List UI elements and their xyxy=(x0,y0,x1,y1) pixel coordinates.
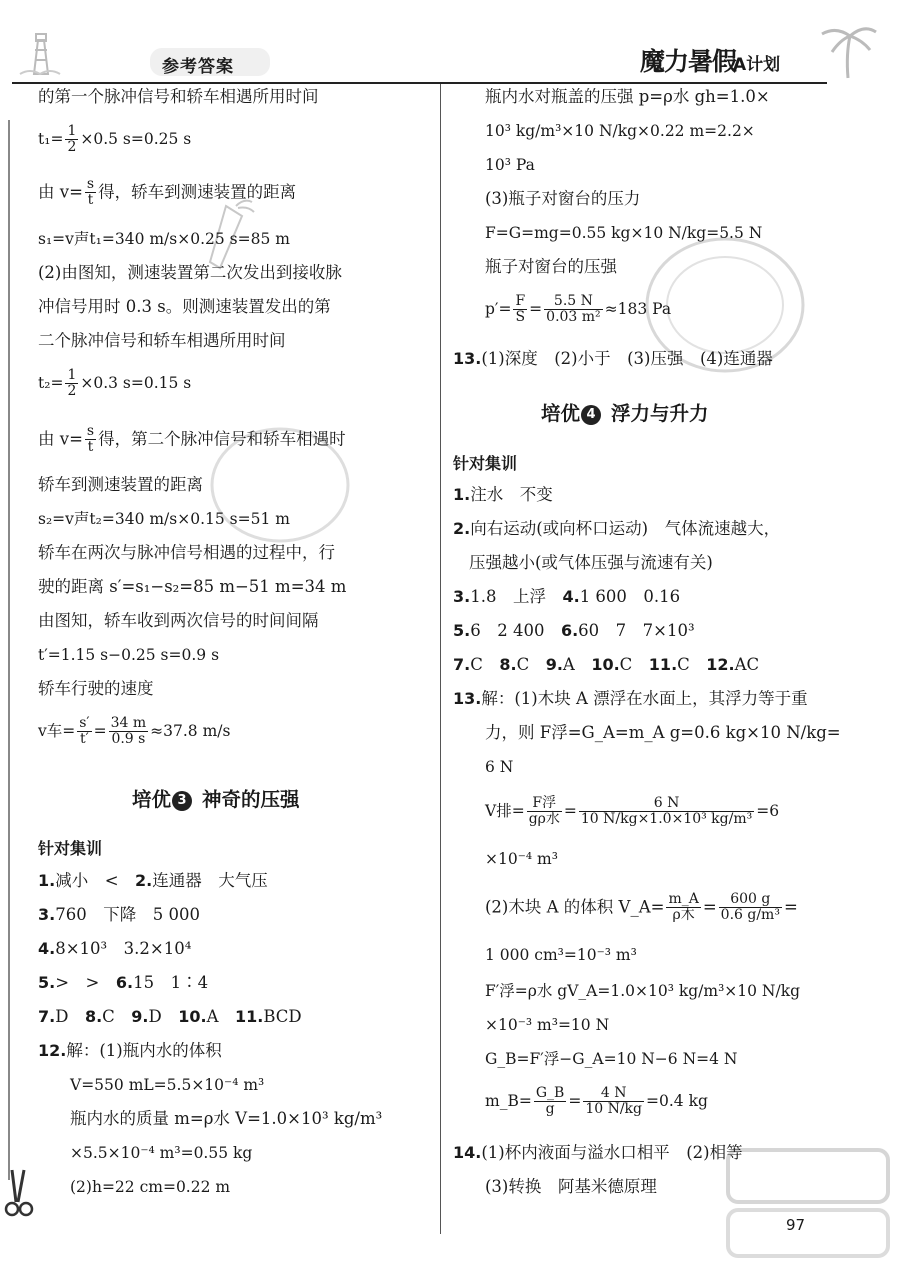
solution-line: (3)瓶子对窗台的压力 xyxy=(485,189,641,208)
eq-prefix: (2)木块 A 的体积 V_A= xyxy=(485,897,665,917)
question-number: 8. xyxy=(499,655,517,674)
solution-line: F′浮=ρ水 gV_A=1.0×10³ kg/m³×10 N/kg xyxy=(485,982,801,1000)
text-line: 轿车在两次与脉冲信号相遇的过程中，行 xyxy=(38,543,335,562)
question-number: 6. xyxy=(115,973,134,992)
equation-mb xyxy=(485,1086,708,1118)
solution-line: ×10⁻³ m³=10 N xyxy=(485,1016,610,1034)
text-line: 冲信号用时 0.3 s。则测速装置发出的第 xyxy=(38,297,331,316)
answer-text: 1 600 0.16 xyxy=(579,587,681,606)
fraction xyxy=(534,1086,566,1118)
equation-s2: s₂=v声t₂=340 m/s×0.15 s=51 m xyxy=(38,510,290,528)
answer-text: 减小 < xyxy=(55,871,136,890)
answer-text: D xyxy=(148,1007,179,1026)
text-line: 驶的距离 s′=s₁−s₂=85 m−51 m=34 m xyxy=(38,577,347,596)
fraction xyxy=(85,424,96,456)
answer-text: (1)深度 (2)小于 (3)压强 (4)连通器 xyxy=(481,349,773,368)
fraction-denominator: 0.9 s xyxy=(111,731,146,748)
fraction-numerator: F浮 xyxy=(527,796,562,812)
answer-text: A xyxy=(562,655,592,674)
fraction-denominator: S xyxy=(515,309,526,326)
fraction-numerator: s xyxy=(86,176,95,192)
fraction-denominator: g xyxy=(545,1101,555,1118)
solution-line: 瓶内水对瓶盖的压强 p=ρ水 gh=1.0× xyxy=(485,87,770,106)
fraction xyxy=(109,716,149,748)
fraction-numerator: 4 N xyxy=(583,1086,644,1102)
eq-suffix: ×0.3 s=0.15 s xyxy=(80,373,192,392)
answer-text: AC xyxy=(734,655,760,674)
answer-text: 760 下降 5 000 xyxy=(55,905,200,924)
text-line: 二个脉冲信号和轿车相遇所用时间 xyxy=(38,331,286,350)
answer-row xyxy=(453,348,773,370)
fraction-numerator: 1 xyxy=(67,123,77,139)
answer-row xyxy=(38,904,200,926)
answer-text: 注水 不变 xyxy=(470,485,553,504)
answer-row xyxy=(453,586,680,608)
question-number: 4. xyxy=(38,939,56,958)
answer-text: 8×10³ 3.2×10⁴ xyxy=(55,939,192,958)
header-left-label: 参考答案 xyxy=(162,57,234,77)
answer-row xyxy=(38,1040,222,1062)
eq-prefix: v车= xyxy=(38,721,76,740)
eq-suffix: ×0.5 s=0.25 s xyxy=(80,129,192,148)
eq-equals: = xyxy=(93,721,107,740)
solution-line: 6 N xyxy=(485,758,514,776)
answer-row xyxy=(469,552,713,574)
question-number: 5. xyxy=(38,973,56,992)
answer-row xyxy=(453,518,780,540)
eq-equals: = xyxy=(529,299,543,318)
eq-prefix: t₂= xyxy=(38,373,64,392)
answer-text: > > xyxy=(55,973,116,992)
section-title-3 xyxy=(132,784,300,812)
eq-prefix: V排= xyxy=(485,801,525,820)
equation-t2 xyxy=(38,368,191,400)
equation-t1 xyxy=(38,124,191,156)
answer-text: 压强越小(或气体压强与流速有关) xyxy=(469,553,713,572)
question-number: 4. xyxy=(562,587,580,606)
question-number: 10. xyxy=(591,655,620,674)
solution-line: 力，则 F浮=G_A=m_A g=0.6 kg×10 N/kg= xyxy=(485,723,841,742)
eq-suffix: 得，轿车到测速装置的距离 xyxy=(98,182,297,202)
text-line-with-formula xyxy=(38,424,346,456)
eq-equals: = xyxy=(702,897,717,917)
fraction-denominator: 2 xyxy=(67,383,77,400)
fraction xyxy=(583,1086,644,1118)
fraction-numerator: s′ xyxy=(79,715,90,731)
eq-suffix: = xyxy=(783,897,798,917)
equation-va xyxy=(485,892,798,924)
eq-prefix: p′= xyxy=(485,299,512,318)
solution-line: 10³ Pa xyxy=(485,156,535,174)
solution-line: G_B=F′浮−G_A=10 N−6 N=4 N xyxy=(485,1050,738,1068)
answer-text: 6 2 400 xyxy=(470,621,561,640)
eq-suffix: ≈37.8 m/s xyxy=(150,721,231,740)
header-brand-sub: A计划 xyxy=(733,55,781,75)
question-number: 9. xyxy=(545,655,563,674)
question-number: 12. xyxy=(706,655,735,674)
question-number: 2. xyxy=(453,519,471,538)
subsection-title: 针对集训 xyxy=(38,839,103,858)
answer-text: 连通器 大气压 xyxy=(152,871,268,890)
solution-line: (2)h=22 cm=0.22 m xyxy=(70,1178,231,1196)
solution-line: 瓶子对窗台的压强 xyxy=(485,257,617,276)
question-number: 3. xyxy=(453,587,471,606)
eq-suffix: =6 xyxy=(756,801,780,820)
section-prefix: 培优 xyxy=(541,402,581,425)
fraction-denominator: ρ木 xyxy=(672,907,695,924)
answer-text: (1)杯内液面与溢水口相平 (2)相等 xyxy=(481,1143,743,1162)
question-number: 10. xyxy=(178,1007,207,1026)
text-line: 由图知，轿车收到两次信号的时间间隔 xyxy=(38,611,319,630)
watermark-logo-icon xyxy=(720,1140,900,1264)
fraction-numerator: 1 xyxy=(67,367,77,383)
eq-prefix: t₁= xyxy=(38,129,64,148)
question-number: 8. xyxy=(84,1007,103,1026)
section-title-text: 神奇的压强 xyxy=(202,788,300,811)
answer-row xyxy=(38,972,208,994)
question-number: 13. xyxy=(453,349,482,368)
text-line: (2)由图知，测速装置第二次发出到接收脉 xyxy=(38,263,342,282)
text-line: 轿车行驶的速度 xyxy=(38,679,154,698)
equation-p-prime xyxy=(485,294,671,326)
solution-line: ×10⁻⁴ m³ xyxy=(485,850,558,868)
answer-text: C xyxy=(516,655,546,674)
fraction-numerator: 34 m xyxy=(110,715,147,731)
column-divider xyxy=(440,84,441,1234)
answer-row xyxy=(38,938,191,960)
answer-text: C xyxy=(619,655,649,674)
fraction-denominator: t xyxy=(87,439,94,456)
solution-line: 1 000 cm³=10⁻³ m³ xyxy=(485,946,637,964)
eq-prefix: 由 v= xyxy=(38,429,83,449)
text-line: 的第一个脉冲信号和轿车相遇所用时间 xyxy=(38,87,319,106)
equation-v-car xyxy=(38,716,230,748)
eq-suffix: 得，第二个脉冲信号和轿车相遇时 xyxy=(98,429,346,449)
answer-text: BCD xyxy=(263,1007,302,1026)
answer-text: 1.8 上浮 xyxy=(470,587,563,606)
section-title-4 xyxy=(541,398,709,426)
fraction-denominator: 0.6 g/m³ xyxy=(720,907,780,924)
fraction-numerator: G_B xyxy=(535,1085,565,1101)
answer-text: 解：(1)木块 A 漂浮在水面上，其浮力等于重 xyxy=(481,689,808,708)
answer-row xyxy=(453,1142,743,1164)
question-number: 1. xyxy=(453,485,471,504)
answer-row xyxy=(38,1006,302,1028)
answer-row xyxy=(453,654,759,676)
answer-text: A xyxy=(206,1007,236,1026)
question-number: 7. xyxy=(38,1007,56,1026)
section-badge: 3 xyxy=(172,791,192,811)
solution-line: (3)转换 阿基米德原理 xyxy=(485,1177,657,1196)
page-number: 97 xyxy=(786,1216,806,1234)
fraction xyxy=(65,124,78,156)
answer-row xyxy=(453,620,695,642)
answer-text: 向右运动(或向杯口运动) 气体流速越大， xyxy=(470,519,781,538)
answer-text: 解：(1)瓶内水的体积 xyxy=(66,1041,222,1060)
question-number: 5. xyxy=(453,621,471,640)
question-number: 14. xyxy=(453,1143,482,1162)
answer-text: C xyxy=(470,655,500,674)
eq-suffix: =0.4 kg xyxy=(646,1091,708,1110)
answer-row xyxy=(38,870,268,892)
answer-text: D xyxy=(55,1007,85,1026)
fraction-numerator: m_A xyxy=(668,891,699,907)
equation-s1: s₁=v声t₁=340 m/s×0.25 s=85 m xyxy=(38,230,290,248)
text-line-with-formula xyxy=(38,177,296,209)
question-number: 12. xyxy=(38,1041,67,1060)
eq-equals: = xyxy=(563,801,577,820)
fraction-denominator: t xyxy=(87,192,94,209)
fraction-denominator: 2 xyxy=(67,139,77,156)
fraction xyxy=(527,796,562,828)
fraction-numerator: F xyxy=(515,293,526,309)
fraction-numerator: 5.5 N xyxy=(544,294,603,310)
subsection-title: 针对集训 xyxy=(453,454,518,473)
answer-text: 15 1∶4 xyxy=(133,973,209,992)
answer-text: C xyxy=(102,1007,132,1026)
answer-row xyxy=(453,484,553,506)
eq-equals: = xyxy=(568,1091,582,1110)
solution-line: 瓶内水的质量 m=ρ水 V=1.0×10³ kg/m³ xyxy=(70,1109,383,1128)
question-number: 1. xyxy=(38,871,56,890)
fraction-denominator: 10 N/kg xyxy=(585,1101,642,1118)
palm-tree-icon xyxy=(818,18,878,80)
answer-text: 60 7 7×10³ xyxy=(578,621,695,640)
lighthouse-icon xyxy=(18,26,62,78)
solution-line: ×5.5×10⁻⁴ m³=0.55 kg xyxy=(70,1144,253,1162)
question-number: 13. xyxy=(453,689,482,708)
question-number: 9. xyxy=(131,1007,149,1026)
fraction-numerator: s xyxy=(86,423,95,439)
fraction xyxy=(65,368,78,400)
answer-text: C xyxy=(677,655,707,674)
fraction-denominator: 0.03 m² xyxy=(546,309,601,326)
fraction-numerator: 600 g xyxy=(719,892,782,908)
section-title-text: 浮力与升力 xyxy=(611,402,709,425)
fraction xyxy=(544,294,603,326)
fraction-denominator: gρ水 xyxy=(528,811,560,828)
fraction xyxy=(666,892,700,924)
question-number: 6. xyxy=(560,621,579,640)
fraction xyxy=(719,892,782,924)
answer-row xyxy=(453,688,808,710)
fraction-denominator: t′ xyxy=(80,731,89,748)
question-number: 11. xyxy=(235,1007,264,1026)
solution-line: F=G=mg=0.55 kg×10 N/kg=5.5 N xyxy=(485,224,763,242)
text-line: 轿车到测速装置的距离 xyxy=(38,475,203,494)
page-header xyxy=(0,0,900,82)
question-number: 7. xyxy=(453,655,471,674)
solution-line: V=550 mL=5.5×10⁻⁴ m³ xyxy=(70,1076,265,1094)
eq-prefix: 由 v= xyxy=(38,182,83,202)
equation-v-pai xyxy=(485,796,779,828)
question-number: 2. xyxy=(135,871,153,890)
fraction-numerator: 6 N xyxy=(579,796,754,812)
header-rule xyxy=(12,82,827,84)
equation-t-prime: t′=1.15 s−0.25 s=0.9 s xyxy=(38,646,220,664)
header-brand: 魔力暑假 xyxy=(640,47,737,76)
eq-prefix: m_B= xyxy=(485,1091,532,1110)
solution-line: 10³ kg/m³×10 N/kg×0.22 m=2.2× xyxy=(485,122,755,140)
section-prefix: 培优 xyxy=(132,788,172,811)
fraction-denominator: 10 N/kg×1.0×10³ kg/m³ xyxy=(580,811,753,828)
fraction xyxy=(77,716,91,748)
question-number: 11. xyxy=(648,655,678,674)
fraction xyxy=(513,294,527,326)
section-badge: 4 xyxy=(581,405,601,425)
eq-suffix: ≈183 Pa xyxy=(604,299,672,318)
question-number: 3. xyxy=(38,905,56,924)
margin-rule xyxy=(8,120,10,1180)
fraction xyxy=(85,177,96,209)
fraction xyxy=(579,796,754,828)
